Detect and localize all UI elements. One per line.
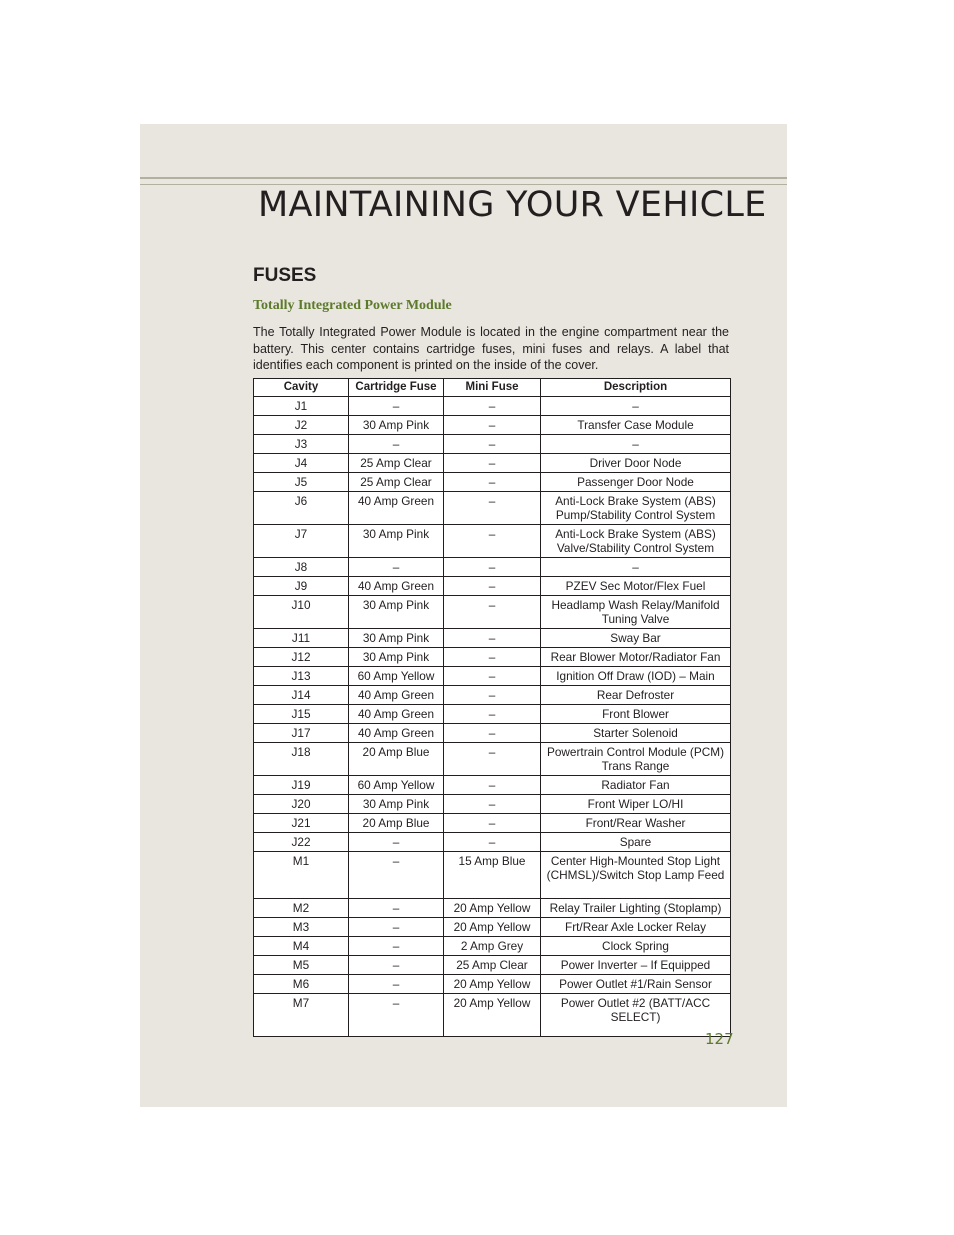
cell-description: Ignition Off Draw (IOD) – Main — [541, 667, 731, 686]
table-row — [254, 833, 731, 852]
cell-cartridge-fuse: 40 Amp Green — [349, 724, 444, 743]
table-row — [254, 852, 731, 899]
cell-cartridge-fuse: 30 Amp Pink — [349, 416, 444, 435]
cell-cavity: J17 — [254, 724, 349, 743]
header-cartridge-fuse: Cartridge Fuse — [349, 379, 444, 397]
cell-cavity: J19 — [254, 776, 349, 795]
table-row — [254, 492, 731, 525]
cell-description: Powertrain Control Module (PCM) Trans Range — [541, 743, 731, 776]
cell-cartridge-fuse: 25 Amp Clear — [349, 473, 444, 492]
cell-mini-fuse: 20 Amp Yellow — [444, 975, 541, 994]
table-row — [254, 814, 731, 833]
cell-cavity: J11 — [254, 629, 349, 648]
cell-cavity: J6 — [254, 492, 349, 525]
cell-description: Clock Spring — [541, 937, 731, 956]
table-row — [254, 596, 731, 629]
table-row — [254, 416, 731, 435]
cell-description: – — [541, 558, 731, 577]
cell-cavity: M7 — [254, 994, 349, 1037]
header-rule — [140, 177, 787, 179]
cell-cartridge-fuse: – — [349, 994, 444, 1037]
cell-cavity: J9 — [254, 577, 349, 596]
table-row — [254, 648, 731, 667]
cell-description: Driver Door Node — [541, 454, 731, 473]
cell-cavity: M1 — [254, 852, 349, 899]
cell-cartridge-fuse: – — [349, 397, 444, 416]
cell-description: Front Blower — [541, 705, 731, 724]
cell-cavity: J22 — [254, 833, 349, 852]
cell-description: Front Wiper LO/HI — [541, 795, 731, 814]
cell-description: Anti-Lock Brake System (ABS) Valve/Stability Control System — [541, 525, 731, 558]
table-row — [254, 956, 731, 975]
cell-mini-fuse: 15 Amp Blue — [444, 852, 541, 899]
subsection-title: Totally Integrated Power Module — [253, 298, 452, 313]
cell-mini-fuse: – — [444, 525, 541, 558]
cell-mini-fuse: 20 Amp Yellow — [444, 994, 541, 1037]
cell-cartridge-fuse: 20 Amp Blue — [349, 814, 444, 833]
cell-mini-fuse: – — [444, 795, 541, 814]
cell-cavity: J8 — [254, 558, 349, 577]
cell-cartridge-fuse: – — [349, 833, 444, 852]
cell-mini-fuse: 2 Amp Grey — [444, 937, 541, 956]
cell-description: Radiator Fan — [541, 776, 731, 795]
cell-mini-fuse: – — [444, 833, 541, 852]
table-row — [254, 937, 731, 956]
cell-description: Front/Rear Washer — [541, 814, 731, 833]
cell-description: Power Inverter – If Equipped — [541, 956, 731, 975]
table-row — [254, 686, 731, 705]
cell-mini-fuse: – — [444, 814, 541, 833]
cell-mini-fuse: – — [444, 686, 541, 705]
cell-cartridge-fuse: – — [349, 956, 444, 975]
cell-mini-fuse: – — [444, 629, 541, 648]
table-row — [254, 776, 731, 795]
table-row — [254, 629, 731, 648]
page-number: 127 — [705, 1030, 734, 1048]
cell-cartridge-fuse: 30 Amp Pink — [349, 795, 444, 814]
chapter-title: MAINTAINING YOUR VEHICLE — [258, 185, 767, 225]
cell-cartridge-fuse: 30 Amp Pink — [349, 629, 444, 648]
cell-mini-fuse: – — [444, 492, 541, 525]
table-row — [254, 899, 731, 918]
cell-description: Sway Bar — [541, 629, 731, 648]
cell-description: Rear Defroster — [541, 686, 731, 705]
cell-mini-fuse: – — [444, 596, 541, 629]
cell-description: Rear Blower Motor/Radiator Fan — [541, 648, 731, 667]
cell-description: Power Outlet #1/Rain Sensor — [541, 975, 731, 994]
cell-cavity: J7 — [254, 525, 349, 558]
cell-description: Center High-Mounted Stop Light (CHMSL)/Switch Stop Lamp Feed — [541, 852, 731, 899]
header-mini-fuse: Mini Fuse — [444, 379, 541, 397]
cell-cartridge-fuse: 20 Amp Blue — [349, 743, 444, 776]
cell-cartridge-fuse: 40 Amp Green — [349, 705, 444, 724]
header-cavity: Cavity — [254, 379, 349, 397]
cell-cavity: J20 — [254, 795, 349, 814]
cell-mini-fuse: – — [444, 667, 541, 686]
cell-cartridge-fuse: – — [349, 975, 444, 994]
cell-mini-fuse: 20 Amp Yellow — [444, 899, 541, 918]
table-row — [254, 975, 731, 994]
cell-description: Headlamp Wash Relay/Manifold Tuning Valve — [541, 596, 731, 629]
cell-cavity: J15 — [254, 705, 349, 724]
cell-description: Relay Trailer Lighting (Stoplamp) — [541, 899, 731, 918]
cell-description: PZEV Sec Motor/Flex Fuel — [541, 577, 731, 596]
table-row — [254, 577, 731, 596]
cell-cavity: J13 — [254, 667, 349, 686]
cell-cavity: J10 — [254, 596, 349, 629]
cell-cartridge-fuse: 30 Amp Pink — [349, 648, 444, 667]
cell-cartridge-fuse: 25 Amp Clear — [349, 454, 444, 473]
cell-mini-fuse: – — [444, 743, 541, 776]
cell-cartridge-fuse: – — [349, 918, 444, 937]
table-row — [254, 454, 731, 473]
cell-description: Power Outlet #2 (BATT/ACC SELECT) — [541, 994, 731, 1037]
table-row — [254, 994, 731, 1037]
table-row — [254, 724, 731, 743]
cell-mini-fuse: 25 Amp Clear — [444, 956, 541, 975]
cell-cartridge-fuse: – — [349, 435, 444, 454]
cell-cavity: M4 — [254, 937, 349, 956]
cell-mini-fuse: – — [444, 397, 541, 416]
table-row — [254, 397, 731, 416]
table-row — [254, 558, 731, 577]
table-row — [254, 667, 731, 686]
fuse-table — [253, 378, 731, 1037]
cell-cartridge-fuse: – — [349, 852, 444, 899]
cell-cavity: J5 — [254, 473, 349, 492]
cell-description: Starter Solenoid — [541, 724, 731, 743]
cell-mini-fuse: – — [444, 435, 541, 454]
intro-paragraph: The Totally Integrated Power Module is located in the engine compartment near the battery. This center contains cartridge fuses, mini fuses and relays. A label that identifies each component is printed on the inside of the cover. — [253, 325, 729, 372]
cell-description: Spare — [541, 833, 731, 852]
cell-mini-fuse: – — [444, 776, 541, 795]
cell-mini-fuse: – — [444, 705, 541, 724]
cell-cartridge-fuse: 40 Amp Green — [349, 686, 444, 705]
cell-cartridge-fuse: 60 Amp Yellow — [349, 667, 444, 686]
cell-cavity: J1 — [254, 397, 349, 416]
cell-cavity: M6 — [254, 975, 349, 994]
table-header-row — [254, 379, 731, 397]
cell-cartridge-fuse: – — [349, 937, 444, 956]
cell-cavity: J4 — [254, 454, 349, 473]
cell-description: Passenger Door Node — [541, 473, 731, 492]
table-row — [254, 795, 731, 814]
cell-cavity: J12 — [254, 648, 349, 667]
cell-cavity: J14 — [254, 686, 349, 705]
cell-mini-fuse: – — [444, 648, 541, 667]
table-row — [254, 743, 731, 776]
cell-cartridge-fuse: 30 Amp Pink — [349, 596, 444, 629]
cell-mini-fuse: – — [444, 454, 541, 473]
cell-cavity: M3 — [254, 918, 349, 937]
section-title: FUSES — [253, 265, 317, 286]
cell-cartridge-fuse: 40 Amp Green — [349, 492, 444, 525]
cell-cavity: J21 — [254, 814, 349, 833]
table-row — [254, 705, 731, 724]
cell-cartridge-fuse: – — [349, 899, 444, 918]
cell-description: Anti-Lock Brake System (ABS) Pump/Stability Control System — [541, 492, 731, 525]
cell-cartridge-fuse: – — [349, 558, 444, 577]
header-description: Description — [541, 379, 731, 397]
table-row — [254, 435, 731, 454]
cell-cavity: J2 — [254, 416, 349, 435]
cell-mini-fuse: – — [444, 473, 541, 492]
cell-mini-fuse: – — [444, 724, 541, 743]
cell-mini-fuse: – — [444, 416, 541, 435]
table-row — [254, 918, 731, 937]
cell-description: Frt/Rear Axle Locker Relay — [541, 918, 731, 937]
cell-cavity: J18 — [254, 743, 349, 776]
cell-description: – — [541, 397, 731, 416]
cell-mini-fuse: 20 Amp Yellow — [444, 918, 541, 937]
cell-cartridge-fuse: 40 Amp Green — [349, 577, 444, 596]
table-row — [254, 525, 731, 558]
cell-cavity: J3 — [254, 435, 349, 454]
cell-mini-fuse: – — [444, 558, 541, 577]
table-row — [254, 473, 731, 492]
cell-cavity: M2 — [254, 899, 349, 918]
fuse-table-body — [254, 397, 731, 1037]
cell-cartridge-fuse: 60 Amp Yellow — [349, 776, 444, 795]
cell-description: Transfer Case Module — [541, 416, 731, 435]
cell-cavity: M5 — [254, 956, 349, 975]
cell-mini-fuse: – — [444, 577, 541, 596]
cell-description: – — [541, 435, 731, 454]
cell-cartridge-fuse: 30 Amp Pink — [349, 525, 444, 558]
